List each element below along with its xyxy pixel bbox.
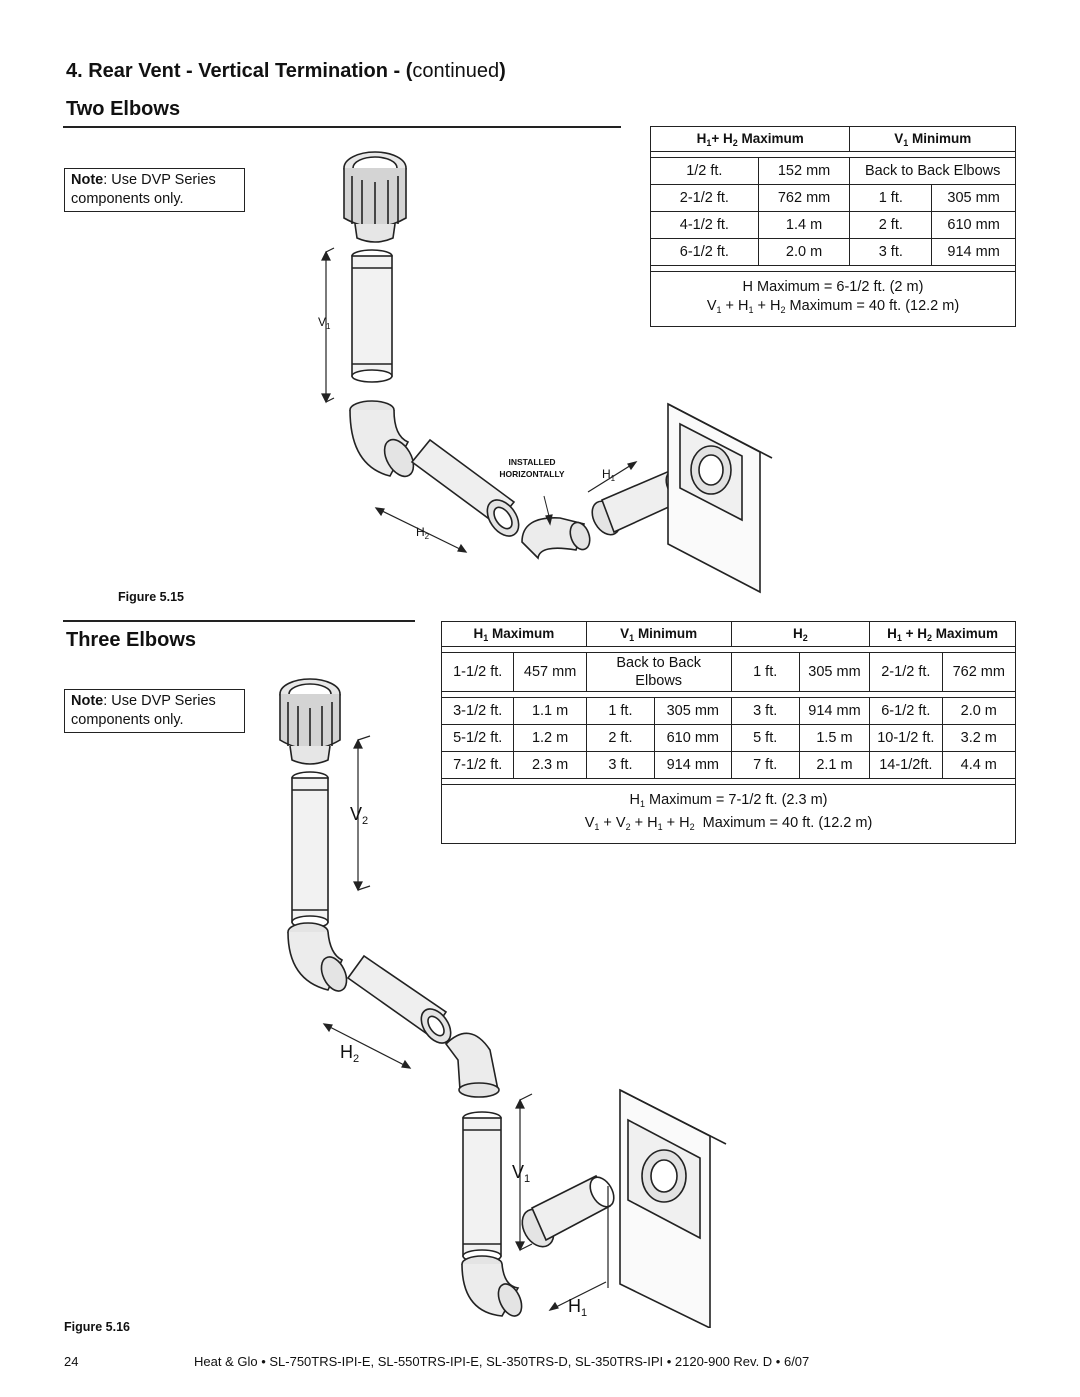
note-box: Note: Use DVP Series components only. [64,168,245,212]
note-box: Note: Use DVP Series components only. [64,689,245,733]
table-row: 4-1/2 ft. 1.4 m 2 ft. 610 mm [651,212,1016,239]
wall-plate-icon [620,1090,726,1328]
vertical-pipe-icon [352,250,392,382]
table-header: $V_1$ Minimum [586,622,731,647]
table-header: $H_1+ H_2$ Maximum [651,127,850,152]
elbow-icon [446,1033,499,1097]
table-row: 3-1/2 ft. 1.1 m 1 ft. 305 mm 3 ft. 914 mm 6-1/2 ft. 2.0 m [442,698,1016,725]
section-divider [63,620,415,622]
page-number: 24 [64,1354,79,1369]
table-header: $V_1$ Minimum [850,127,1016,152]
figure-caption: Figure 5.15 [118,590,184,604]
figure-5-15-diagram [300,140,780,600]
horizontal-pipe-icon [412,440,525,542]
h2-label: $H_2$ [340,1042,360,1065]
table-footnote: H Maximum = 6-1/2 ft. (2 m) $V_1 + H_1 + H_2$ Maximum = 40 ft. (12.2 m) [651,272,1016,327]
table-header: $H_1$ Maximum [442,622,587,647]
elbow-icon [288,923,352,995]
heading-three-elbows: Three Elbows [66,629,197,651]
table-row: 2-1/2 ft. 762 mm 1 ft. 305 mm [651,185,1016,212]
vertical-pipe-icon [292,772,328,928]
title-continued: continued [412,60,500,82]
figure-caption: Figure 5.16 [64,1320,130,1334]
wall-plate-icon [668,404,772,592]
table-row: 5-1/2 ft. 1.2 m 2 ft. 610 mm 5 ft. 1.5 m 10-1/2 ft. 3.2 m [442,725,1016,752]
table-row: 1/2 ft. 152 mm Back to Back Elbows [651,158,1016,185]
elbow-icon [462,1256,526,1320]
page-title: 4. Rear Vent - Vertical Termination - (continued) [66,60,506,82]
back-to-back-cell: Back to Back Elbows [586,653,731,692]
heading-two-elbows: Two Elbows [66,98,181,120]
h2-label: $H_2$ [416,525,430,541]
table-header: $H_2$ [731,622,870,647]
table-footnote: $H_1$ Maximum = 7-1/2 ft. (2.3 m) $V_1 + V_2 + H_1 + H_2$ Maximum = 40 ft. (12.2 m) [442,785,1016,844]
figure-5-16-diagram [270,660,730,1328]
table-row: 7-1/2 ft. 2.3 m 3 ft. 914 mm 7 ft. 2.1 m 14-1/2ft. 4.4 m [442,752,1016,779]
installed-label: INSTALLED [508,457,556,467]
elbow-icon [350,401,419,481]
horizontal-pipe-icon [348,956,457,1048]
vertical-pipe-icon [463,1112,501,1262]
table-row: 1-1/2 ft. 457 mm Back to Back Elbows 1 ft. 305 mm 2-1/2 ft. 762 mm [442,653,1016,692]
v1-label: $V_1$ [512,1162,531,1185]
horizontal-pipe-icon [516,1173,619,1252]
v2-label: $V_2$ [350,804,369,827]
table-row: 6-1/2 ft. 2.0 m 3 ft. 914 mm [651,239,1016,266]
v1-label: $V_1$ [318,315,331,331]
termination-cap-icon [344,152,406,242]
h1-label: $H_1$ [568,1296,588,1319]
horizontally-label: HORIZONTALLY [499,469,565,479]
section-divider [63,126,621,128]
h1-label: $H_1$ [602,467,616,483]
table-header: $H_1 + H_2$ Maximum [870,622,1016,647]
footer-text: Heat & Glo • SL-750TRS-IPI-E, SL-550TRS-IPI-E, SL-350TRS-D, SL-350TRS-IPI • 2120-900 Rev. D • 6/07 [194,1354,810,1369]
termination-cap-icon [280,679,340,764]
elbow-icon [522,518,593,558]
